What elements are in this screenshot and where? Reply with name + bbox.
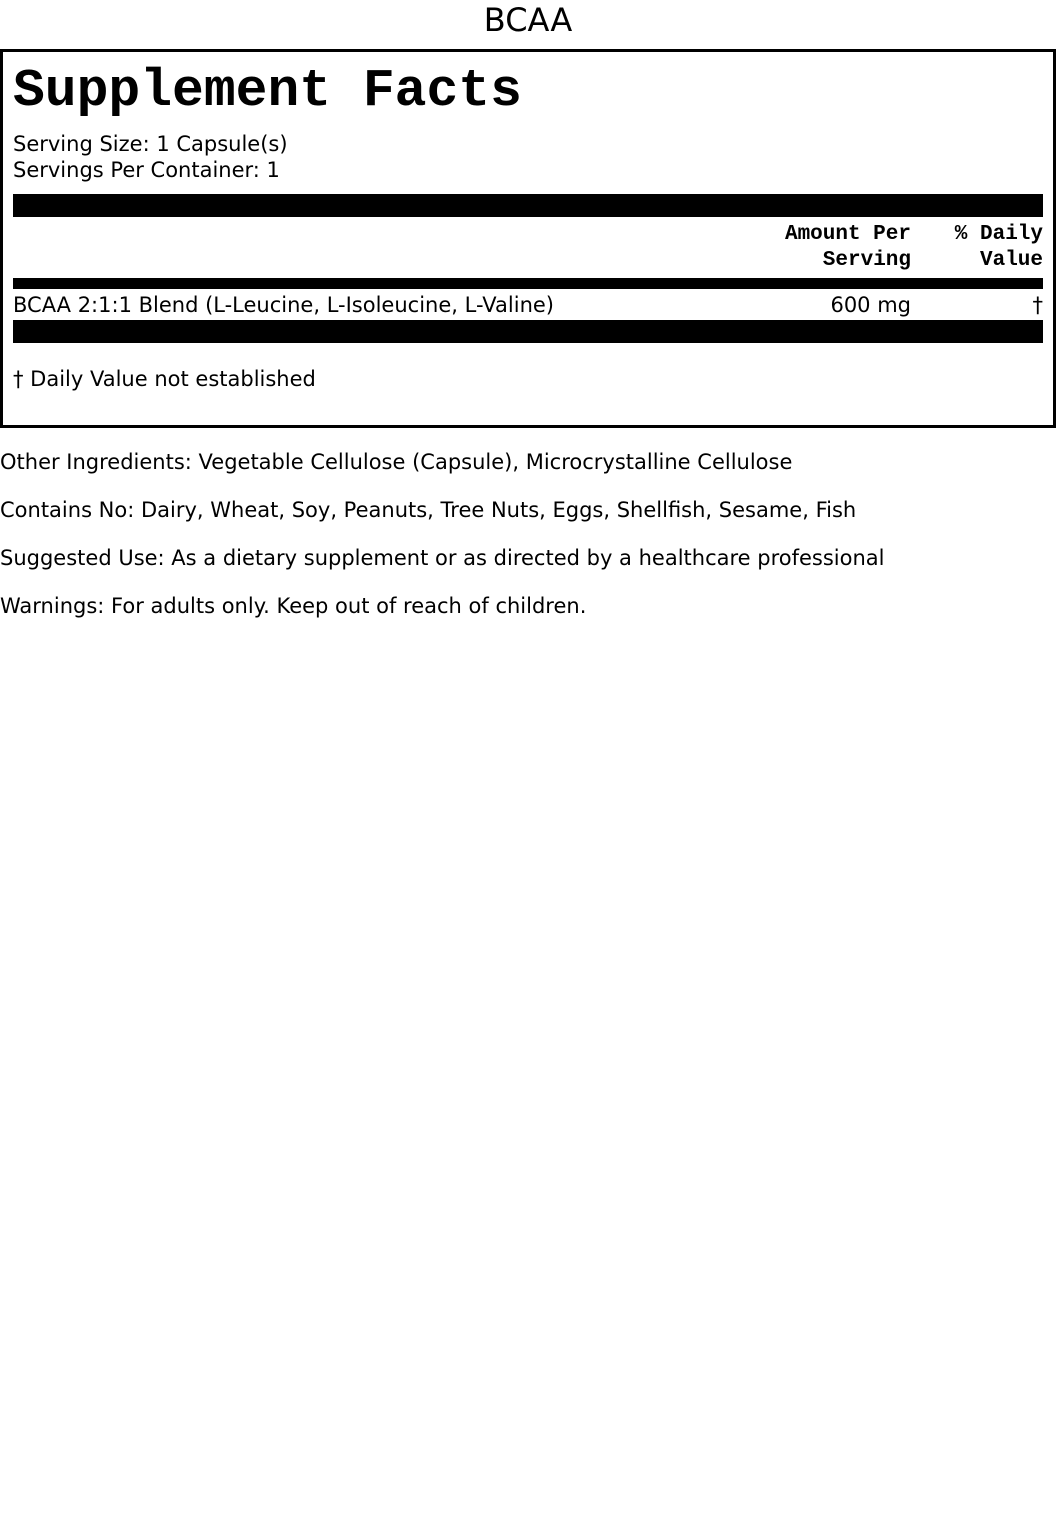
supplement-facts-panel <box>0 49 1056 428</box>
product-name: BCAA <box>483 1 573 39</box>
divider-thick-top <box>13 194 1043 217</box>
suggested-use: Suggested Use: As a dietary supplement or as directed by a healthcare professional <box>0 546 885 570</box>
contains-no: Contains No: Dairy, Wheat, Soy, Peanuts, Tree Nuts, Eggs, Shellfish, Sesame, Fish <box>0 498 857 522</box>
ingredient-name: BCAA 2:1:1 Blend (L-Leucine, L-Isoleucine, L-Valine) <box>13 293 554 317</box>
serving-size: Serving Size: 1 Capsule(s) <box>13 132 288 156</box>
header-amount-line2: Serving <box>822 249 911 272</box>
divider-thick-bottom <box>13 320 1043 343</box>
ingredient-daily-value: † <box>1032 293 1043 317</box>
header-amount-per-serving <box>785 222 911 274</box>
header-amount-line1: Amount Per <box>784 223 911 246</box>
other-ingredients: Other Ingredients: Vegetable Cellulose (Capsule), Microcrystalline Cellulose <box>0 450 793 474</box>
warnings: Warnings: For adults only. Keep out of reach of children. <box>0 594 587 618</box>
daily-value-footnote: † Daily Value not established <box>13 367 316 391</box>
servings-per-container: Servings Per Container: 1 <box>13 158 280 182</box>
header-dv-line1: % Daily <box>954 223 1043 246</box>
header-daily-value <box>955 222 1043 274</box>
header-dv-line2: Value <box>979 249 1043 272</box>
ingredient-amount: 600 mg <box>830 293 911 317</box>
facts-title: Supplement Facts <box>13 61 522 121</box>
divider-medium <box>13 278 1043 289</box>
